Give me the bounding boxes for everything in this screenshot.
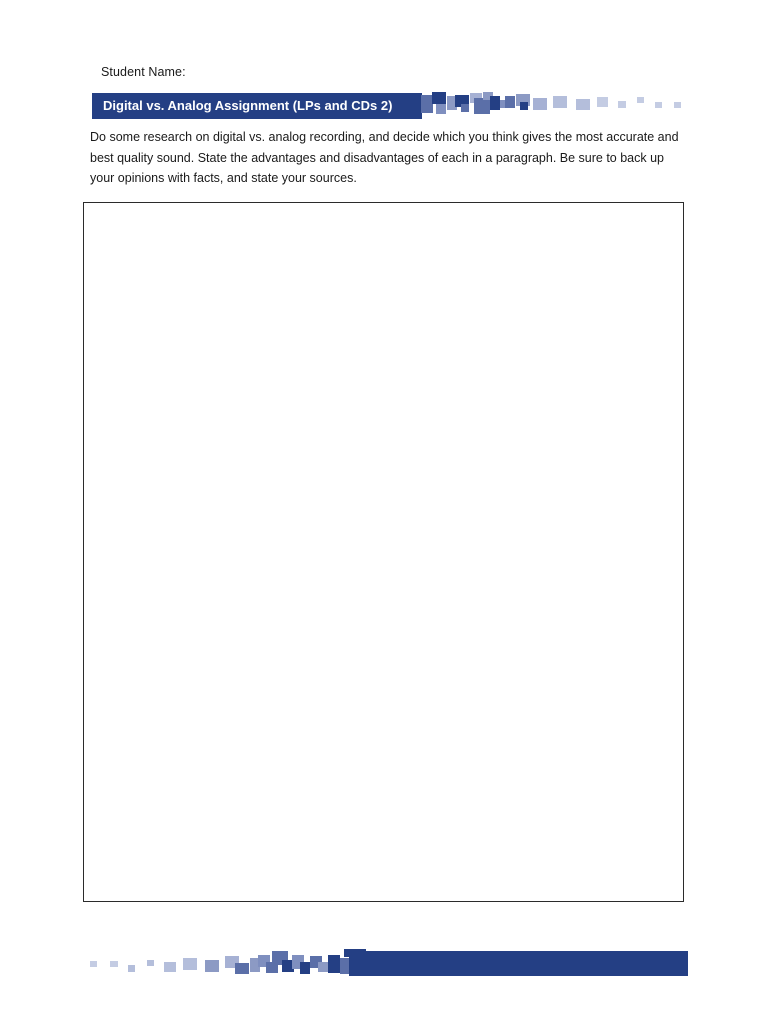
assignment-instructions: Do some research on digital vs. analog recording, and decide which you think gives the most accurate and best quality sound. State the advantages and disadvantages of each in a paragraph. Be sure to back up your opinions with facts, and state your sources. (90, 130, 679, 185)
student-name-label: Student Name: (101, 65, 186, 79)
assignment-title: Digital vs. Analog Assignment (LPs and CDs 2) (103, 98, 393, 113)
answer-box[interactable] (83, 202, 684, 902)
footer-banner (349, 951, 688, 976)
header-pixel-squares (421, 92, 681, 114)
footer-pixel-squares (90, 949, 366, 974)
